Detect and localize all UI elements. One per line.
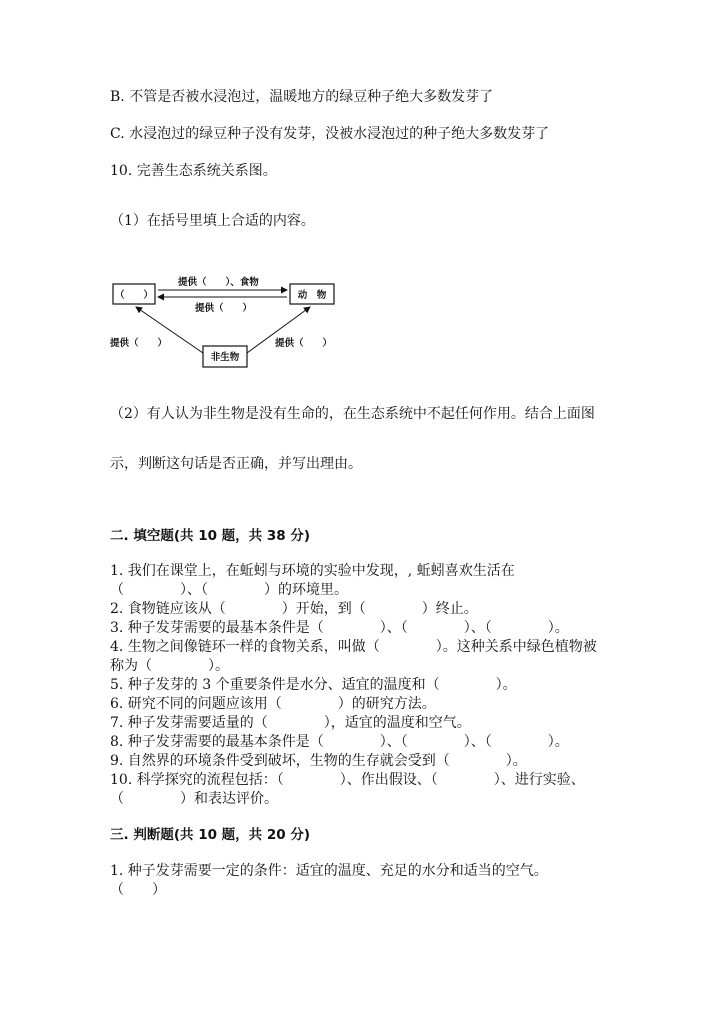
fill-line: 称为（ ）。	[110, 658, 229, 674]
fill-line: （ ）、（ ）的环境里。	[110, 582, 348, 598]
question-10-part1: （1）在括号里填上合适的内容。	[110, 213, 315, 229]
judge-answer-blank: （ ）	[110, 882, 166, 898]
question-10-part2-line2: 示，判断这句话是否正确，并写出理由。	[110, 456, 362, 472]
fill-line: 7. 种子发芽需要适量的（ ），适宜的温度和空气。	[110, 715, 471, 731]
mid-arrow-label: 提供（ ）	[195, 303, 253, 314]
fill-line: 2. 食物链应该从（ ）开始，到（ ）终止。	[110, 601, 478, 617]
fill-line: 6. 研究不同的问题应该用（ ）的研究方法。	[110, 696, 436, 712]
fill-line: 8. 种子发芽需要的最基本条件是（ ）、（ ）、（ ）。	[110, 734, 569, 750]
option-b: B. 不管是否被水浸泡过，温暖地方的绿豆种子绝大多数发芽了	[110, 89, 494, 105]
ecosystem-diagram	[100, 268, 350, 373]
top-arrow-label: 提供（ ）、食物	[178, 277, 259, 288]
animal-box-label: 动 物	[297, 290, 327, 301]
option-c: C. 水浸泡过的绿豆种子没有发芽，没被水浸泡过的种子绝大多数发芽了	[110, 126, 550, 142]
right-arrow-label: 提供（ ）	[275, 338, 333, 349]
section-2-heading: 二. 填空题(共 10 题，共 38 分)	[110, 528, 311, 544]
question-10-title: 10. 完善生态系统关系图。	[110, 163, 277, 179]
fill-line: （ ）和表达评价。	[110, 791, 278, 807]
judge-question-1: 1. 种子发芽需要一定的条件：适宜的温度、充足的水分和适当的空气。	[110, 863, 548, 879]
section-3-heading: 三. 判断题(共 10 题，共 20 分)	[110, 827, 311, 843]
producer-box-label: （ ）	[114, 290, 154, 301]
fill-line: 1. 我们在课堂上，在蚯蚓与环境的实验中发现，, 蚯蚓喜欢生活在	[110, 563, 515, 579]
fill-line: 10. 科学探究的流程包括：（ ）、作出假设、（ ）、进行实验、	[110, 772, 585, 788]
left-arrow-label: 提供（ ）	[110, 338, 168, 349]
fill-line: 4. 生物之间像链环一样的食物关系，叫做（ ）。这种关系中绿色植物被	[110, 639, 597, 655]
fill-line: 3. 种子发芽需要的最基本条件是（ ）、（ ）、（ ）。	[110, 620, 569, 636]
question-10-part2-line1: （2）有人认为非生物是没有生命的，在生态系统中不起任何作用。结合上面图	[110, 406, 595, 422]
nonliving-box-label: 非生物	[210, 352, 240, 363]
fill-line: 5. 种子发芽的 3 个重要条件是水分、适宜的温度和（ ）。	[110, 677, 517, 693]
fill-line: 9. 自然界的环境条件受到破坏，生物的生存就会受到（ ）。	[110, 753, 527, 769]
